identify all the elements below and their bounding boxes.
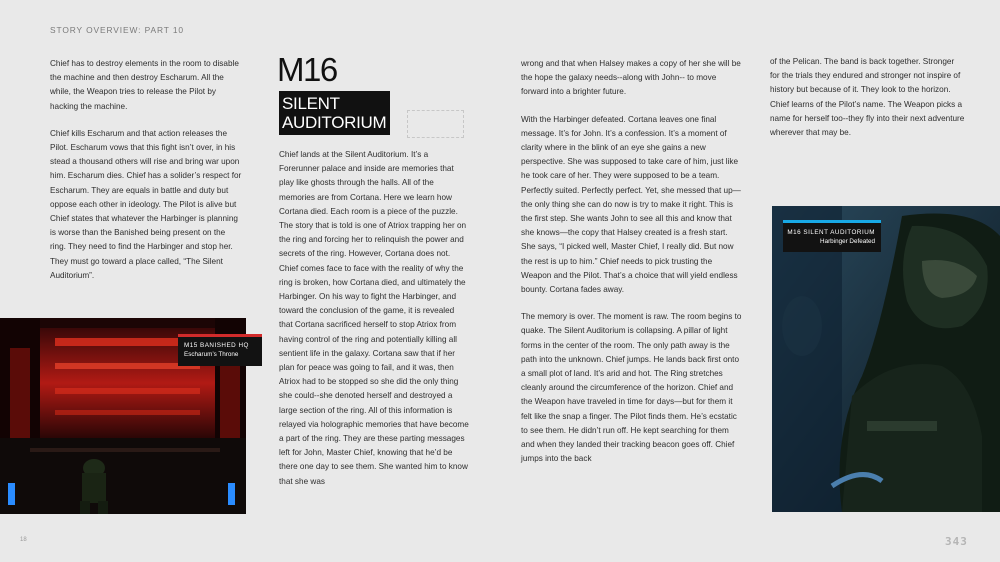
text-column-3 bbox=[521, 57, 743, 479]
paragraph: wrong and that when Halsey makes a copy of her she will be the hope the galaxy needs--along with John-- to move forward into a brighter future. bbox=[521, 59, 741, 97]
paragraph: The memory is over. The moment is raw. The room begins to quake. The Silent Auditorium is collapsing. A pillar of light forms in the center of the room. The only path away is the path into the unknown. Chief jumps. He lands back first onto a small plot of land. It’s arid and hot. The Ring stretches cleanly around the circumference of the horizon. Chief and the Weapon have traveled in time for days—but for them it felt like the snap a finger. The Pilot finds them. He’s ecstatic to see them. He didn’t run off. He kept searching for them and when they landed their tracking beacon goes off. Chief jumps into the back bbox=[521, 312, 742, 464]
mission-title bbox=[279, 91, 390, 135]
m15-caption bbox=[178, 334, 262, 366]
text-column-1 bbox=[50, 57, 242, 296]
paragraph: With the Harbinger defeated. Cortana leaves one final message. It’s for John. It’s a confession. It’s a moment of clarity where in the blink of an eye she gains a new perspective. She was supposed to take care of him, just like he took care of her. They were supposed to be a team. Perfectly suited. Perfectly perfect. Yet, she messed that up—the only thing she can do now is try to make it right. This is the first step. She wants John to see all this and know that she knows—the copy that Halsey created is a fresh start. She says, “I picked well, Master Chief, I really did. But now the rest is up to him.” Chief needs to pick trusting the Weapon and the Pilot. That’s a choice that will yield endless bounty. Cortana fades away. bbox=[521, 114, 741, 295]
text-column-2 bbox=[279, 148, 469, 502]
paragraph: of the Pelican. The band is back together. Stronger for the trials they endured and stronger not inspire of history but because of it. They look to the horizon. Chief learns of the Pilot’s name. The Weapon picks a name for herself too--they fly into their next adventure wherever that may be. bbox=[770, 57, 965, 138]
m16-caption bbox=[783, 220, 881, 252]
placeholder-frame bbox=[407, 110, 464, 138]
caption-title: M15 BANISHED HQ bbox=[184, 342, 249, 349]
page-number: 18 bbox=[20, 537, 27, 543]
paragraph: Chief kills Escharum and that action releases the Pilot. Escharum vows that this fight isn’t over, in his stead a thousand others will rise and bring war upon him. Escharum dies. Chief has a solider’s respect for Escharum. They are equals in battle and duty but oppose each other in ideology. The Pilot is alive but Chief states that whatever the Harbinger is planning is worse than the Banished being present on the ring. They need to find the Harbinger and stop her. They must go toward a place called, “The Silent Auditorium”. bbox=[50, 128, 242, 280]
mission-number: M16 bbox=[277, 51, 337, 88]
paragraph: Chief has to destroy elements in the room to disable the machine and then destroy Escharum. All the while, the Weapon tries to release the Pilot by hacking the machine. bbox=[50, 59, 239, 111]
mission-title-line: AUDITORIUM bbox=[282, 113, 387, 132]
caption-subtitle: Escharum’s Throne bbox=[184, 351, 239, 358]
caption-title: M16 SILENT AUDITORIUM bbox=[787, 229, 875, 236]
paragraph: Chief lands at the Silent Auditorium. It’s a Forerunner palace and inside are memories that play like ghosts through the halls. All of the memories are from Cortana. Here we learn how Cortana died. Each room is a piece of the puzzle. The story that is told is one of Atriox trapping her on the ring and forcing her to relinquish the power and secrets of the ring. However, Cortana does not. Chief comes face to face with the reality of why the ring is broken, how Cortana died, and ultimately the Harbinger. On his way to fight the Harbinger, and toward the conclusion of the game, it is revealed that Cortana sacrificed herself to stop Atriox from having control of the ring and potentially killing all sentient life in the galaxy. Cortana saw that if her plan for peace was going to fail, and it was, then Atriox had to be stopped so she did the only thing she could--she denoted herself and destroyed a large section of the ring. All of this information is relayed via holographic memories that have become a part of the ring. They are these parting messages left for John, Master Chief, knowing that he’d be there one day to see them. She wanted him to know that she was bbox=[279, 150, 469, 486]
mission-title-line: SILENT bbox=[282, 94, 340, 113]
caption-subtitle: Harbinger Defeated bbox=[820, 238, 875, 245]
studio-logo: 343 bbox=[945, 535, 968, 548]
text-column-4 bbox=[770, 55, 965, 153]
section-header: STORY OVERVIEW: PART 10 bbox=[50, 25, 184, 35]
